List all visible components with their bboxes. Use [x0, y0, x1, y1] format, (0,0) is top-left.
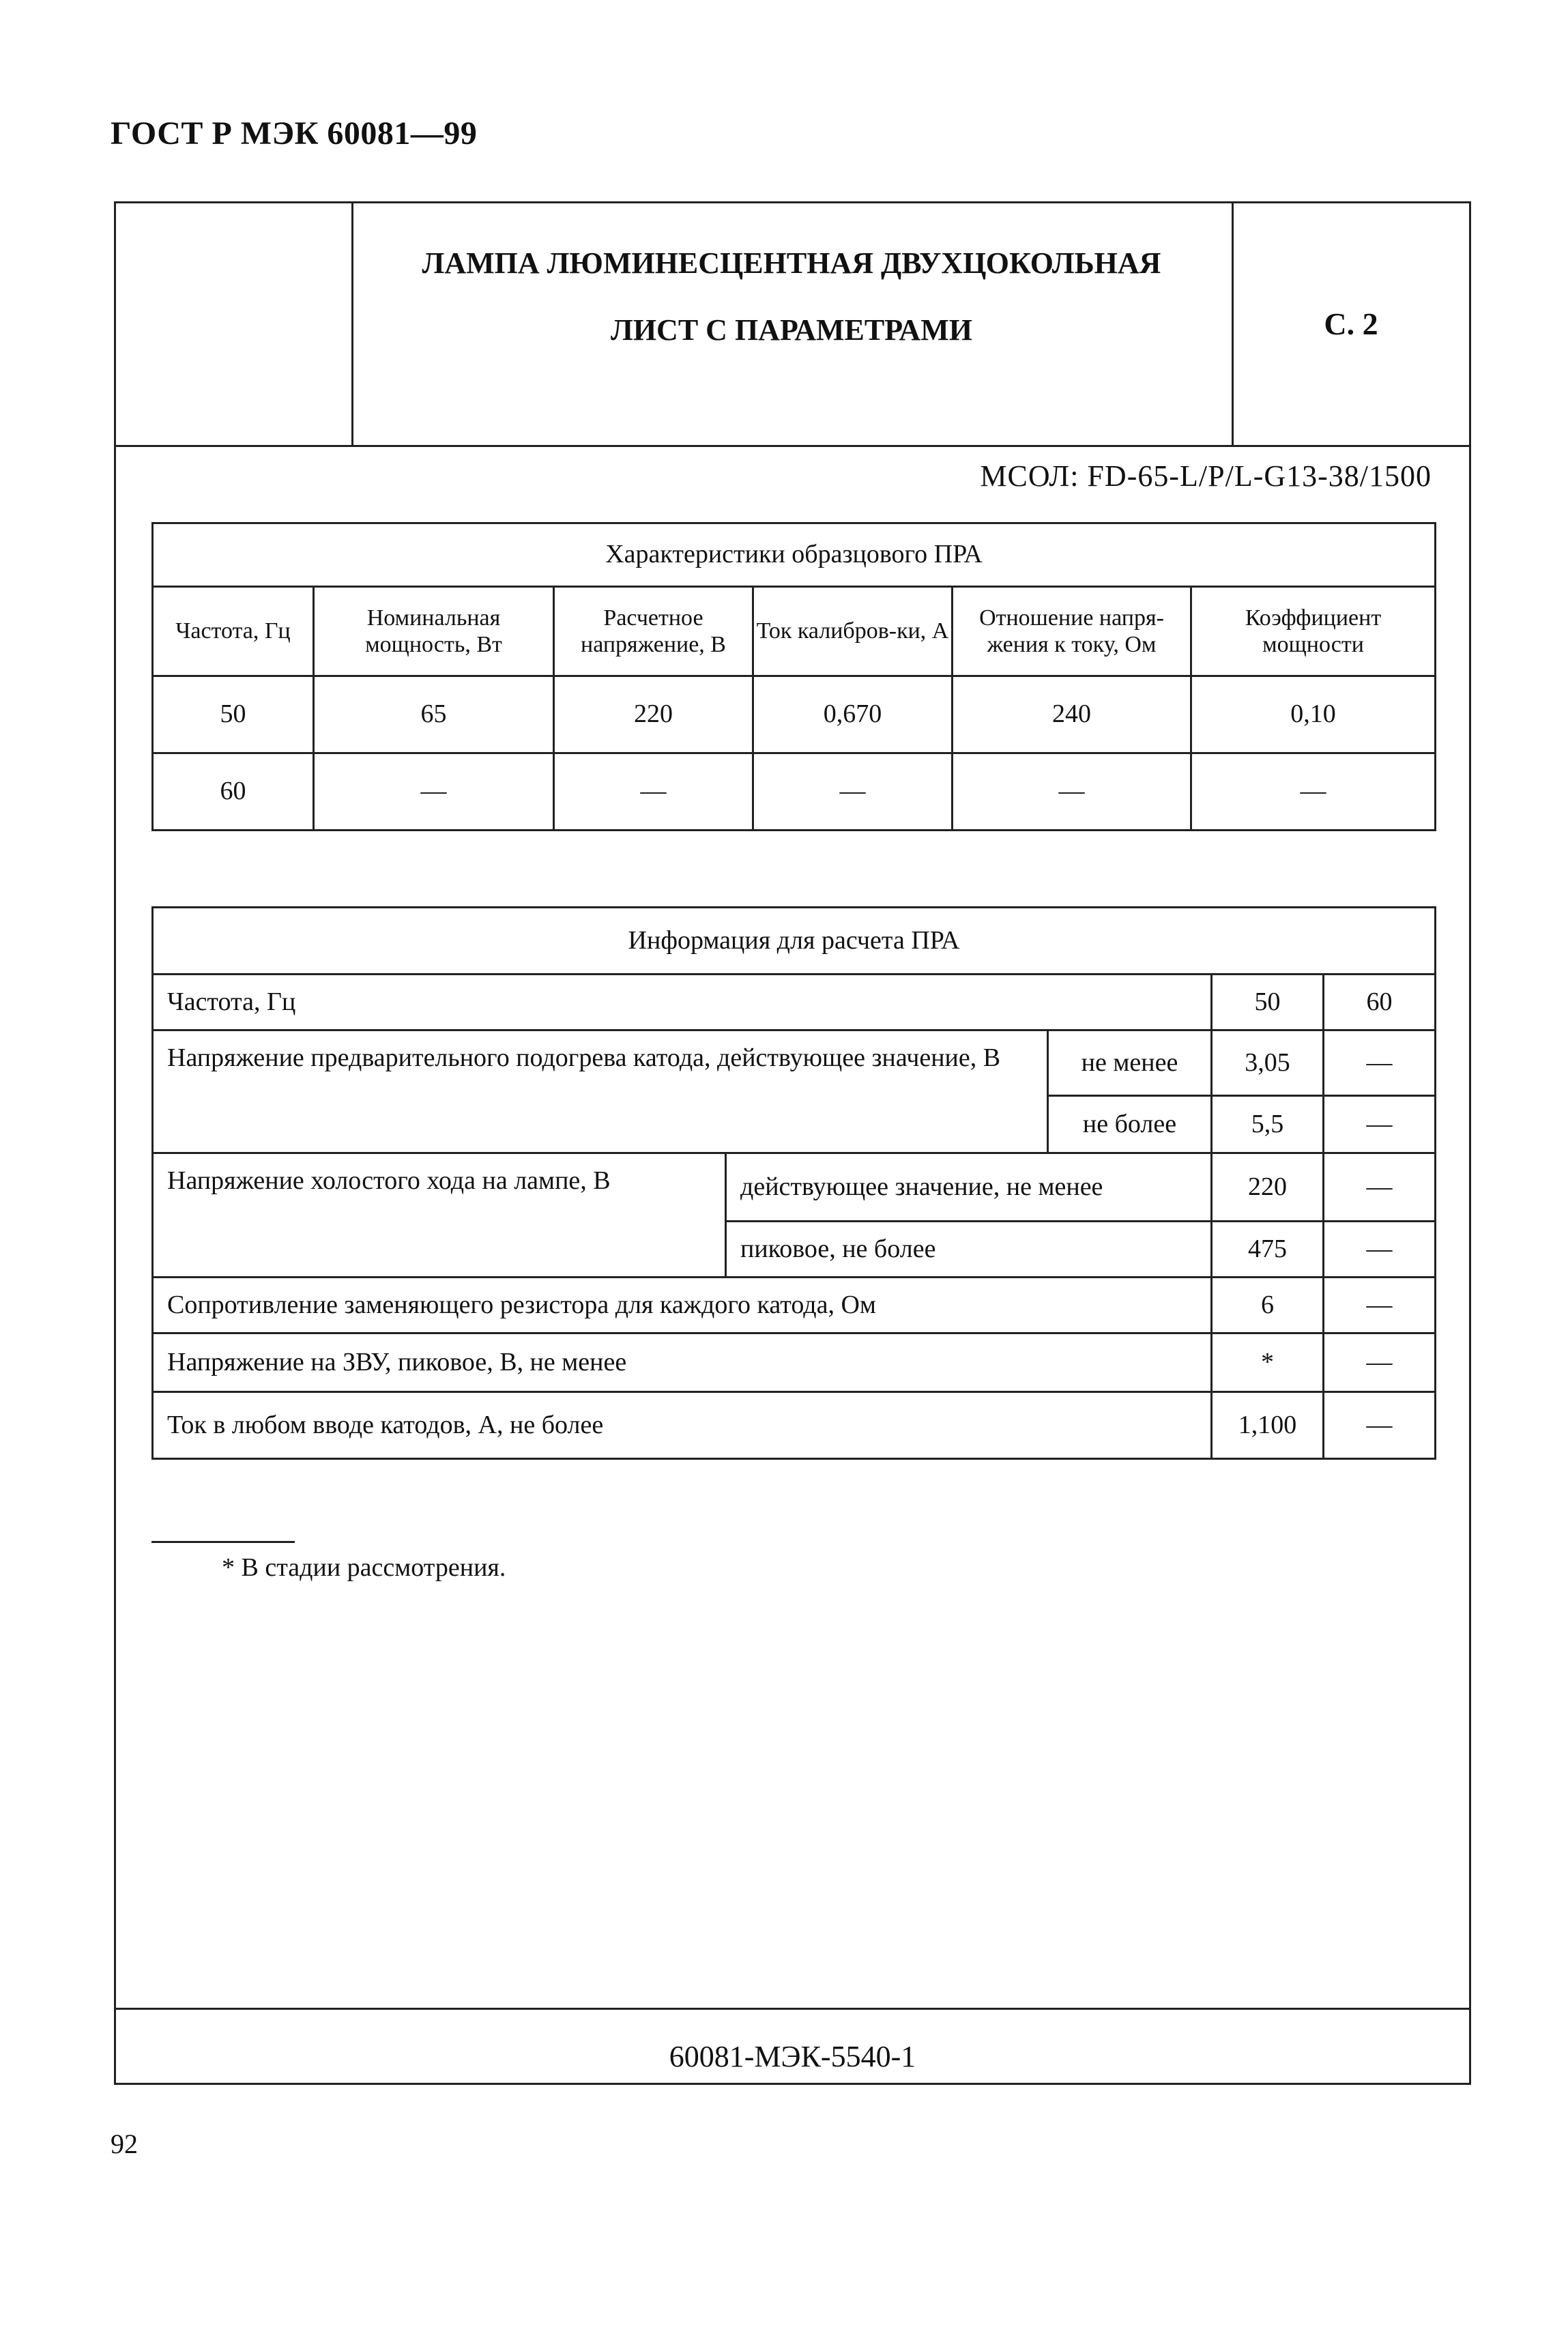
table-caption: Характеристики образцового ПРА — [153, 523, 1436, 587]
table-cell: 60 — [1324, 975, 1436, 1030]
table-row — [153, 1153, 1436, 1222]
table-cell: 50 — [153, 676, 314, 753]
header-divider — [114, 445, 1471, 447]
column-header: Отношение напря-жения к току, Ом — [953, 587, 1191, 676]
sheet-title-line2: ЛИСТ С ПАРАМЕТРАМИ — [611, 313, 972, 347]
footer-divider — [114, 2008, 1471, 2010]
reference-ballast-table — [151, 522, 1436, 831]
table-row — [153, 975, 1436, 1030]
table-cell: — — [953, 753, 1191, 831]
table-cell: — — [1324, 1278, 1436, 1333]
column-header: Ток калибров-ки, А — [753, 587, 953, 676]
table-cell: Сопротивление заменяющего резистора для каждого катода, Ом — [153, 1278, 1212, 1333]
table-cell: — — [1324, 1222, 1436, 1278]
header-right-divider — [1232, 201, 1234, 445]
table-cell: Ток в любом вводе катодов, А, не более — [153, 1392, 1212, 1459]
document-header: ГОСТ Р МЭК 60081—99 — [111, 115, 478, 152]
table-caption: Информация для расчета ПРА — [153, 908, 1436, 975]
table-cell: 50 — [1212, 975, 1324, 1030]
table-cell: 5,5 — [1212, 1096, 1324, 1153]
table-cell: Напряжение на ЗВУ, пиковое, В, не менее — [153, 1333, 1212, 1392]
table-cell: — — [1324, 1030, 1436, 1096]
table-cell: — — [1324, 1333, 1436, 1392]
table-row — [153, 1030, 1436, 1096]
table-cell: — — [554, 753, 753, 831]
table-cell: 1,100 — [1212, 1392, 1324, 1459]
table-row — [153, 1392, 1436, 1459]
table-cell: 3,05 — [1212, 1030, 1324, 1096]
table-row — [153, 753, 1436, 831]
table-cell: 0,670 — [753, 676, 953, 753]
table-cell: действующее значение, не менее — [726, 1153, 1212, 1222]
table-cell: — — [1324, 1392, 1436, 1459]
table-cell: — — [1324, 1096, 1436, 1153]
table-cell: 240 — [953, 676, 1191, 753]
frequency-label: Частота, Гц — [153, 975, 1212, 1030]
preheat-voltage-label: Напряжение предварительного подогрева катода, действующее значение, В — [153, 1030, 1048, 1153]
table-cell: пиковое, не более — [726, 1222, 1212, 1278]
table-cell: — — [314, 753, 554, 831]
column-header: Номинальная мощность, Вт — [314, 587, 554, 676]
open-circuit-voltage-label: Напряжение холостого хода на лампе, В — [153, 1153, 726, 1278]
table-row — [153, 1333, 1436, 1392]
footnote-separator — [151, 1541, 295, 1543]
footnote: * В стадии рассмотрения. — [222, 1553, 506, 1582]
table-cell: 60 — [153, 753, 314, 831]
table-cell: 220 — [1212, 1153, 1324, 1222]
table-row — [153, 676, 1436, 753]
table-cell: не более — [1048, 1096, 1212, 1153]
table-cell: — — [753, 753, 953, 831]
table-cell: 220 — [554, 676, 753, 753]
column-header: Частота, Гц — [153, 587, 314, 676]
sheet-title-line1: ЛАМПА ЛЮМИНЕСЦЕНТНАЯ ДВУХЦОКОЛЬНАЯ — [422, 246, 1161, 280]
table-cell: 475 — [1212, 1222, 1324, 1278]
page-number: 92 — [111, 2129, 138, 2159]
sheet-page-number: С. 2 — [1324, 306, 1378, 341]
column-header: Коэффициент мощности — [1191, 587, 1436, 676]
column-header: Расчетное напряжение, В — [554, 587, 753, 676]
lamp-designation: МСОЛ: FD-65-L/P/L-G13-38/1500 — [980, 459, 1432, 493]
ballast-design-table — [151, 906, 1436, 1460]
table-cell: — — [1324, 1153, 1436, 1222]
table-cell: 0,10 — [1191, 676, 1436, 753]
table-cell: 6 — [1212, 1278, 1324, 1333]
table-cell: не менее — [1048, 1030, 1212, 1096]
table-row — [153, 1278, 1436, 1333]
sheet-code: 60081-МЭК-5540-1 — [669, 2040, 916, 2073]
table-cell: — — [1191, 753, 1436, 831]
table-cell: 65 — [314, 676, 554, 753]
table-cell: * — [1212, 1333, 1324, 1392]
